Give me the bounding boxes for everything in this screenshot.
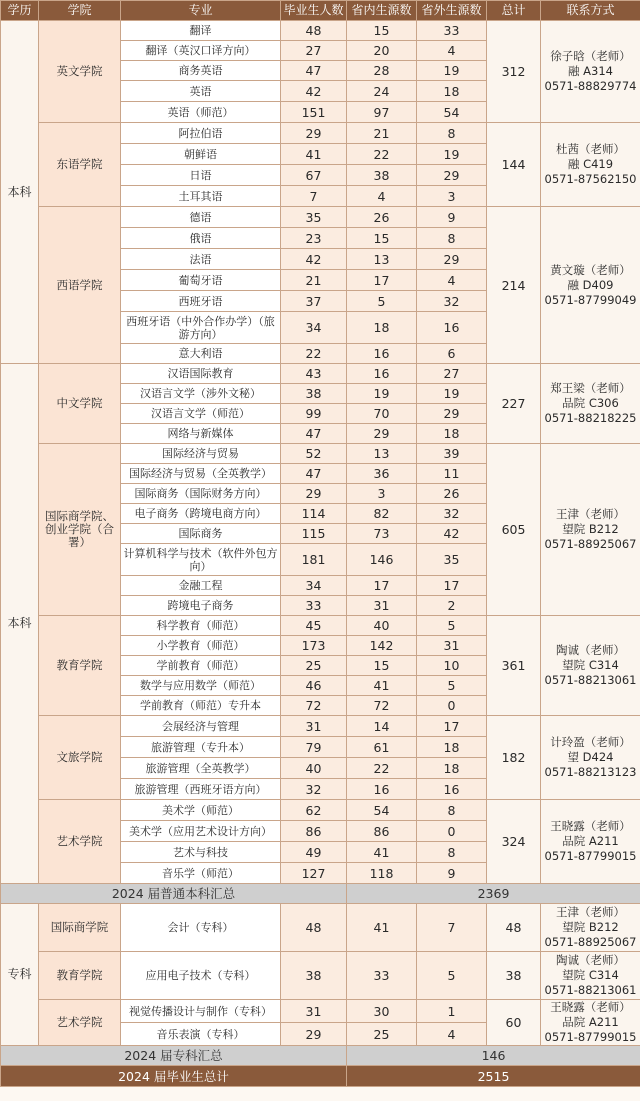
graduate-count-cell: 67: [281, 165, 347, 186]
degree-level-cell: 本科: [1, 21, 39, 364]
major-name-cell: 英语: [121, 81, 281, 102]
in-province-count-cell: 5: [347, 291, 417, 312]
contact-phone: 0571-88213061: [544, 983, 637, 997]
major-name-cell: 阿拉伯语: [121, 123, 281, 144]
major-name-cell: 日语: [121, 165, 281, 186]
out-province-count-cell: 35: [417, 544, 487, 576]
college-total-cell: 38: [487, 952, 541, 1000]
graduate-count-cell: 62: [281, 800, 347, 821]
graduate-count-cell: 46: [281, 676, 347, 696]
out-province-count-cell: 29: [417, 165, 487, 186]
out-province-count-cell: 0: [417, 696, 487, 716]
out-province-count-cell: 17: [417, 576, 487, 596]
out-province-count-cell: 4: [417, 270, 487, 291]
contact-cell: [541, 616, 640, 716]
out-province-count-cell: 1: [417, 1000, 487, 1023]
summary-value: 2369: [347, 884, 640, 904]
college-total-cell: 48: [487, 904, 541, 952]
graduate-count-cell: 35: [281, 207, 347, 228]
contact-cell: [541, 800, 640, 884]
in-province-count-cell: 22: [347, 144, 417, 165]
graduate-count-cell: 29: [281, 1023, 347, 1046]
contact-cell: [541, 123, 640, 207]
in-province-count-cell: 3: [347, 484, 417, 504]
table-row: [1, 616, 640, 636]
graduate-count-cell: 181: [281, 544, 347, 576]
out-province-count-cell: 39: [417, 444, 487, 464]
in-province-count-cell: 41: [347, 676, 417, 696]
contact-cell: [541, 716, 640, 800]
major-name-cell: 美术学（师范）: [121, 800, 281, 821]
table-row: [1, 123, 640, 144]
in-province-count-cell: 24: [347, 81, 417, 102]
out-province-count-cell: 8: [417, 228, 487, 249]
major-name-cell: 旅游管理（专升本）: [121, 737, 281, 758]
graduate-count-cell: 38: [281, 384, 347, 404]
in-province-count-cell: 15: [347, 228, 417, 249]
contact-cell: [541, 364, 640, 444]
major-name-cell: 电子商务（跨境电商方向）: [121, 504, 281, 524]
college-name-cell: 西语学院: [39, 207, 121, 364]
out-province-count-cell: 19: [417, 384, 487, 404]
in-province-count-cell: 17: [347, 270, 417, 291]
in-province-count-cell: 15: [347, 21, 417, 41]
major-name-cell: 西班牙语: [121, 291, 281, 312]
major-name-cell: 国际商务: [121, 524, 281, 544]
contact-cell: [541, 21, 640, 123]
in-province-count-cell: 16: [347, 779, 417, 800]
graduate-count-cell: 79: [281, 737, 347, 758]
out-province-count-cell: 9: [417, 207, 487, 228]
college-name-cell: 中文学院: [39, 364, 121, 444]
graduate-count-cell: 42: [281, 249, 347, 270]
major-name-cell: 朝鲜语: [121, 144, 281, 165]
contact-phone: 0571-88925067: [544, 537, 637, 551]
major-name-cell: 金融工程: [121, 576, 281, 596]
contact-office: 望 D424: [567, 750, 614, 764]
major-name-cell: 葡萄牙语: [121, 270, 281, 291]
in-province-count-cell: 41: [347, 904, 417, 952]
table-row: [1, 952, 640, 1000]
graduate-count-cell: 47: [281, 61, 347, 81]
graduate-count-cell: 115: [281, 524, 347, 544]
out-province-count-cell: 10: [417, 656, 487, 676]
college-total-cell: 144: [487, 123, 541, 207]
graduate-count-cell: 33: [281, 596, 347, 616]
contact-person: 王津（老师）: [556, 507, 625, 521]
contact-person: 陶诚（老师）: [556, 953, 625, 967]
major-name-cell: 翻译（英汉口译方向）: [121, 41, 281, 61]
in-province-count-cell: 13: [347, 249, 417, 270]
graduate-count-cell: 34: [281, 576, 347, 596]
in-province-count-cell: 20: [347, 41, 417, 61]
contact-person: 计玲盈（老师）: [550, 735, 631, 749]
major-name-cell: 计算机科学与技术（软件外包方向）: [121, 544, 281, 576]
degree-level-cell: 专科: [1, 904, 39, 1046]
in-province-count-cell: 118: [347, 863, 417, 884]
graduate-count-cell: 127: [281, 863, 347, 884]
table-row: [1, 207, 640, 228]
out-province-count-cell: 5: [417, 952, 487, 1000]
graduate-count-cell: 48: [281, 904, 347, 952]
graduate-count-cell: 48: [281, 21, 347, 41]
graduate-count-cell: 49: [281, 842, 347, 863]
out-province-count-cell: 3: [417, 186, 487, 207]
degree-level-cell: 本科: [1, 364, 39, 884]
summary-value: 146: [347, 1046, 640, 1066]
graduate-count-cell: 25: [281, 656, 347, 676]
contact-office: 融 A314: [568, 64, 613, 78]
college-name-cell: 教育学院: [39, 616, 121, 716]
major-name-cell: 英语（师范）: [121, 102, 281, 123]
in-province-count-cell: 72: [347, 696, 417, 716]
graduate-count-cell: 34: [281, 312, 347, 344]
in-province-count-cell: 29: [347, 424, 417, 444]
in-province-count-cell: 61: [347, 737, 417, 758]
out-province-count-cell: 18: [417, 81, 487, 102]
out-province-count-cell: 6: [417, 344, 487, 364]
out-province-count-cell: 0: [417, 821, 487, 842]
major-name-cell: 土耳其语: [121, 186, 281, 207]
out-province-count-cell: 32: [417, 504, 487, 524]
major-name-cell: 德语: [121, 207, 281, 228]
summary-label: 2024 届普通本科汇总: [1, 884, 347, 904]
major-name-cell: 网络与新媒体: [121, 424, 281, 444]
out-province-count-cell: 8: [417, 842, 487, 863]
college-name-cell: 东语学院: [39, 123, 121, 207]
contact-office: 望院 B212: [562, 522, 619, 536]
in-province-count-cell: 19: [347, 384, 417, 404]
major-name-cell: 意大利语: [121, 344, 281, 364]
in-province-count-cell: 36: [347, 464, 417, 484]
contact-person: 郑王梁（老师）: [550, 381, 631, 395]
out-province-count-cell: 17: [417, 716, 487, 737]
contact-person: 陶诚（老师）: [556, 643, 625, 657]
out-province-count-cell: 33: [417, 21, 487, 41]
contact-office: 望院 C314: [562, 968, 619, 982]
out-province-count-cell: 11: [417, 464, 487, 484]
major-name-cell: 汉语国际教育: [121, 364, 281, 384]
in-province-count-cell: 25: [347, 1023, 417, 1046]
header-cell: 省外生源数: [417, 1, 487, 21]
out-province-count-cell: 8: [417, 123, 487, 144]
in-province-count-cell: 26: [347, 207, 417, 228]
out-province-count-cell: 32: [417, 291, 487, 312]
graduate-count-cell: 42: [281, 81, 347, 102]
college-name-cell: 国际商学院: [39, 904, 121, 952]
in-province-count-cell: 4: [347, 186, 417, 207]
header-cell: 省内生源数: [347, 1, 417, 21]
college-name-cell: 英文学院: [39, 21, 121, 123]
contact-phone: 0571-88925067: [544, 935, 637, 949]
header-cell: 毕业生人数: [281, 1, 347, 21]
major-name-cell: 国际商务（国际财务方向）: [121, 484, 281, 504]
out-province-count-cell: 54: [417, 102, 487, 123]
graduate-count-cell: 21: [281, 270, 347, 291]
out-province-count-cell: 16: [417, 779, 487, 800]
contact-office: 望院 B212: [562, 920, 619, 934]
graduate-count-cell: 31: [281, 716, 347, 737]
undergrad-summary-row: [1, 884, 640, 904]
graduate-count-cell: 27: [281, 41, 347, 61]
major-name-cell: 会计（专科）: [121, 904, 281, 952]
major-name-cell: 小学教育（师范）: [121, 636, 281, 656]
contact-office: 融 C419: [567, 157, 614, 171]
in-province-count-cell: 17: [347, 576, 417, 596]
in-province-count-cell: 16: [347, 364, 417, 384]
graduate-count-cell: 114: [281, 504, 347, 524]
major-name-cell: 会展经济与管理: [121, 716, 281, 737]
graduate-count-cell: 72: [281, 696, 347, 716]
out-province-count-cell: 19: [417, 61, 487, 81]
table-row: [1, 444, 640, 464]
major-name-cell: 应用电子技术（专科）: [121, 952, 281, 1000]
contact-phone: 0571-87799015: [544, 849, 637, 863]
out-province-count-cell: 29: [417, 249, 487, 270]
major-name-cell: 跨境电子商务: [121, 596, 281, 616]
contact-office: 望院 C314: [562, 658, 619, 672]
out-province-count-cell: 26: [417, 484, 487, 504]
in-province-count-cell: 70: [347, 404, 417, 424]
college-total-cell: 605: [487, 444, 541, 616]
major-name-cell: 汉语言文学（涉外文秘）: [121, 384, 281, 404]
table-row: [1, 21, 640, 41]
out-province-count-cell: 8: [417, 800, 487, 821]
major-name-cell: 俄语: [121, 228, 281, 249]
summary-label: 2024 届毕业生总计: [1, 1066, 347, 1087]
major-name-cell: 音乐表演（专科）: [121, 1023, 281, 1046]
major-name-cell: 国际经济与贸易（全英教学）: [121, 464, 281, 484]
graduate-count-cell: 47: [281, 464, 347, 484]
contact-phone: 0571-88218225: [544, 411, 637, 425]
grand-summary-row: [1, 1066, 640, 1087]
graduate-count-cell: 22: [281, 344, 347, 364]
out-province-count-cell: 7: [417, 904, 487, 952]
major-name-cell: 翻译: [121, 21, 281, 41]
in-province-count-cell: 14: [347, 716, 417, 737]
in-province-count-cell: 86: [347, 821, 417, 842]
in-province-count-cell: 30: [347, 1000, 417, 1023]
contact-person: 王晓露（老师）: [550, 819, 631, 833]
contact-office: 品院 A211: [562, 834, 619, 848]
contact-person: 王津（老师）: [556, 905, 625, 919]
college-total-cell: 324: [487, 800, 541, 884]
contact-cell: [541, 207, 640, 364]
contact-phone: 0571-88213061: [544, 673, 637, 687]
graduate-count-cell: 40: [281, 758, 347, 779]
graduate-count-cell: 86: [281, 821, 347, 842]
college-total-cell: 214: [487, 207, 541, 364]
major-name-cell: 视觉传播设计与制作（专科）: [121, 1000, 281, 1023]
college-total-cell: 361: [487, 616, 541, 716]
in-province-count-cell: 54: [347, 800, 417, 821]
header-cell: 总计: [487, 1, 541, 21]
header-row: [1, 1, 640, 21]
contact-person: 王晓露（老师）: [550, 1000, 631, 1014]
graduate-count-cell: 7: [281, 186, 347, 207]
in-province-count-cell: 15: [347, 656, 417, 676]
header-cell: 联系方式: [541, 1, 640, 21]
college-name-cell: 文旅学院: [39, 716, 121, 800]
major-name-cell: 数学与应用数学（师范）: [121, 676, 281, 696]
in-province-count-cell: 38: [347, 165, 417, 186]
major-name-cell: 学前教育（师范）专升本: [121, 696, 281, 716]
summary-label: 2024 届专科汇总: [1, 1046, 347, 1066]
in-province-count-cell: 146: [347, 544, 417, 576]
in-province-count-cell: 21: [347, 123, 417, 144]
graduate-count-cell: 41: [281, 144, 347, 165]
graduate-count-cell: 37: [281, 291, 347, 312]
out-province-count-cell: 2: [417, 596, 487, 616]
contact-phone: 0571-87799049: [544, 292, 637, 307]
in-province-count-cell: 41: [347, 842, 417, 863]
summary-value: 2515: [347, 1066, 640, 1087]
major-name-cell: 旅游管理（全英教学）: [121, 758, 281, 779]
contact-cell: [541, 904, 640, 952]
major-name-cell: 艺术与科技: [121, 842, 281, 863]
table-row: [1, 800, 640, 821]
graduate-count-cell: 38: [281, 952, 347, 1000]
out-province-count-cell: 42: [417, 524, 487, 544]
out-province-count-cell: 18: [417, 758, 487, 779]
major-name-cell: 法语: [121, 249, 281, 270]
graduate-count-cell: 47: [281, 424, 347, 444]
contact-office: 融 D409: [567, 277, 614, 292]
major-name-cell: 国际经济与贸易: [121, 444, 281, 464]
major-name-cell: 音乐学（师范）: [121, 863, 281, 884]
graduate-count-cell: 23: [281, 228, 347, 249]
in-province-count-cell: 28: [347, 61, 417, 81]
contact-cell: [541, 952, 640, 1000]
header-cell: 学历: [1, 1, 39, 21]
out-province-count-cell: 19: [417, 144, 487, 165]
graduate-count-cell: 29: [281, 123, 347, 144]
college-total-cell: 227: [487, 364, 541, 444]
contact-office: 品院 C306: [562, 396, 619, 410]
contact-phone: 0571-88829774: [544, 79, 637, 93]
graduate-count-cell: 52: [281, 444, 347, 464]
major-name-cell: 西班牙语（中外合作办学）（旅游方向）: [121, 312, 281, 344]
contact-phone: 0571-87562150: [544, 172, 637, 186]
contact-phone: 0571-88213123: [544, 765, 637, 779]
junior-summary-row: [1, 1046, 640, 1066]
graduate-count-cell: 173: [281, 636, 347, 656]
out-province-count-cell: 5: [417, 676, 487, 696]
college-name-cell: 国际商学院、创业学院（合署）: [39, 444, 121, 616]
college-total-cell: 60: [487, 1000, 541, 1046]
out-province-count-cell: 5: [417, 616, 487, 636]
contact-phone: 0571-87799015: [544, 1030, 637, 1044]
in-province-count-cell: 31: [347, 596, 417, 616]
header-cell: 专业: [121, 1, 281, 21]
table-row: [1, 364, 640, 384]
graduate-count-cell: 99: [281, 404, 347, 424]
major-name-cell: 美术学（应用艺术设计方向）: [121, 821, 281, 842]
out-province-count-cell: 16: [417, 312, 487, 344]
contact-person: 杜茜（老师）: [556, 142, 625, 156]
major-name-cell: 学前教育（师范）: [121, 656, 281, 676]
graduate-count-cell: 45: [281, 616, 347, 636]
out-province-count-cell: 31: [417, 636, 487, 656]
college-total-cell: 182: [487, 716, 541, 800]
out-province-count-cell: 18: [417, 424, 487, 444]
table-row: [1, 716, 640, 737]
college-name-cell: 艺术学院: [39, 1000, 121, 1046]
major-name-cell: 商务英语: [121, 61, 281, 81]
in-province-count-cell: 16: [347, 344, 417, 364]
major-name-cell: 汉语言文学（师范）: [121, 404, 281, 424]
out-province-count-cell: 29: [417, 404, 487, 424]
out-province-count-cell: 18: [417, 737, 487, 758]
in-province-count-cell: 73: [347, 524, 417, 544]
graduate-count-cell: 43: [281, 364, 347, 384]
in-province-count-cell: 97: [347, 102, 417, 123]
contact-person: 黄文璇（老师）: [550, 262, 631, 277]
college-total-cell: 312: [487, 21, 541, 123]
contact-office: 品院 A211: [562, 1015, 619, 1029]
college-name-cell: 艺术学院: [39, 800, 121, 884]
in-province-count-cell: 142: [347, 636, 417, 656]
in-province-count-cell: 40: [347, 616, 417, 636]
in-province-count-cell: 18: [347, 312, 417, 344]
in-province-count-cell: 82: [347, 504, 417, 524]
table-row: [1, 1000, 640, 1023]
graduate-count-cell: 151: [281, 102, 347, 123]
out-province-count-cell: 27: [417, 364, 487, 384]
college-name-cell: 教育学院: [39, 952, 121, 1000]
graduate-count-cell: 32: [281, 779, 347, 800]
table-row: [1, 904, 640, 952]
contact-cell: [541, 1000, 640, 1046]
in-province-count-cell: 13: [347, 444, 417, 464]
in-province-count-cell: 22: [347, 758, 417, 779]
out-province-count-cell: 4: [417, 41, 487, 61]
major-name-cell: 旅游管理（西班牙语方向）: [121, 779, 281, 800]
graduate-count-cell: 29: [281, 484, 347, 504]
out-province-count-cell: 4: [417, 1023, 487, 1046]
in-province-count-cell: 33: [347, 952, 417, 1000]
graduate-count-cell: 31: [281, 1000, 347, 1023]
out-province-count-cell: 9: [417, 863, 487, 884]
header-cell: 学院: [39, 1, 121, 21]
contact-cell: [541, 444, 640, 616]
contact-person: 徐子晗（老师）: [550, 49, 631, 63]
major-name-cell: 科学教育（师范）: [121, 616, 281, 636]
